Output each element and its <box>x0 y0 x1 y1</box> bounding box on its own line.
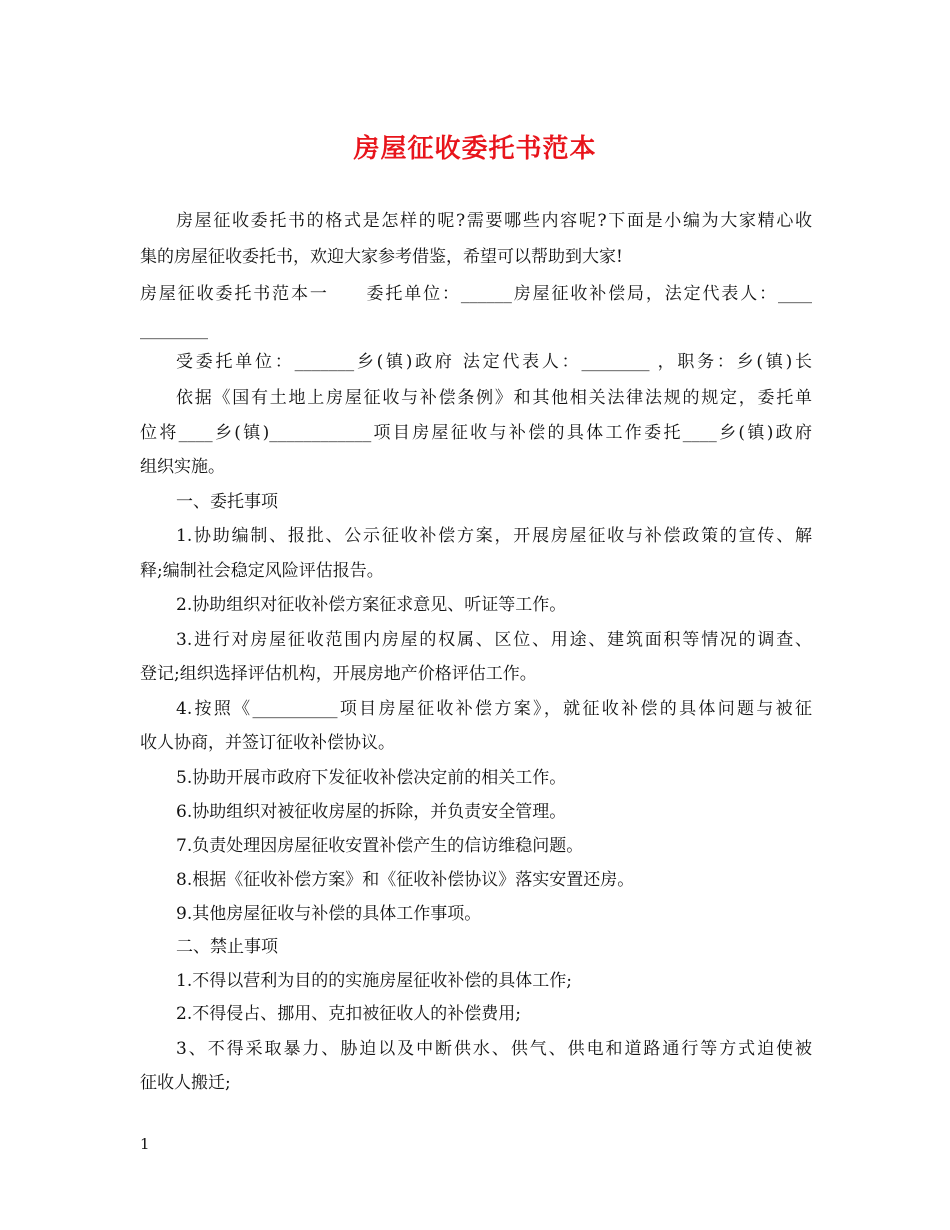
item-2: 2.协助组织对征收补偿方案征求意见、听证等工作。 <box>176 595 567 615</box>
item-1-line-2: 释;编制社会稳定风险评估报告。 <box>140 561 384 581</box>
item-8: 8.根据《征收补偿方案》和《征收补偿协议》落实安置还房。 <box>176 870 635 890</box>
item-9: 9.其他房屋征收与补偿的具体工作事项。 <box>176 904 482 924</box>
item-3-line-1: 3.进行对房屋征收范围内房屋的权属、区位、用途、建筑面积等情况的调查、 <box>176 630 812 650</box>
item-3-line-2: 登记;组织选择评估机构，开展房地产价格评估工作。 <box>140 664 537 684</box>
basis-line-1: 依据《国有土地上房屋征收与补偿条例》和其他相关法律法规的规定，委托单 <box>176 388 812 408</box>
item-4-line-1: 4.按照《__________项目房屋征收补偿方案》，就征收补偿的具体问题与被征 <box>176 699 812 719</box>
prohibited-item-3-line-1: 3、不得采取暴力、胁迫以及中断供水、供气、供电和道路通行等方式迫使被 <box>176 1039 812 1059</box>
prohibited-item-2: 2.不得侵占、挪用、克扣被征收人的补偿费用; <box>176 1004 521 1024</box>
principal-line-cont: ________ <box>140 320 208 340</box>
section-heading-prohibited: 二、禁止事项 <box>176 937 278 957</box>
agent-line: 受委托单位：_______乡(镇)政府 法定代表人：________ ，职务：乡(镇)长 <box>176 352 812 372</box>
intro-line-2: 集的房屋征收委托书，欢迎大家参考借鉴，希望可以帮助到大家! <box>140 247 623 267</box>
item-6: 6.协助组织对被征收房屋的拆除，并负责安全管理。 <box>176 802 567 822</box>
basis-line-3: 组织实施。 <box>140 457 225 477</box>
item-5: 5.协助开展市政府下发征收补偿决定前的相关工作。 <box>176 768 567 788</box>
document-title: 房屋征收委托书范本 <box>353 134 597 164</box>
prohibited-item-3-line-2: 征收人搬迁; <box>140 1073 231 1093</box>
section-heading-entrusted: 一、委托事项 <box>176 492 278 512</box>
item-7: 7.负责处理因房屋征收安置补偿产生的信访维稳问题。 <box>176 836 584 856</box>
prohibited-item-1: 1.不得以营利为目的的实施房屋征收补偿的具体工作; <box>176 971 572 991</box>
item-1-line-1: 1.协助编制、报批、公示征收补偿方案，开展房屋征收与补偿政策的宣传、解 <box>176 526 812 546</box>
principal-line: 房屋征收委托书范本一 委托单位：______房屋征收补偿局，法定代表人：____ <box>140 284 812 304</box>
item-4-line-2: 收人协商，并签订征收补偿协议。 <box>140 733 395 753</box>
page-number: 1 <box>140 1135 150 1153</box>
basis-line-2: 位将____乡(镇)____________项目房屋征收与补偿的具体工作委托____乡(镇)政府 <box>140 423 812 443</box>
intro-line-1: 房屋征收委托书的格式是怎样的呢?需要哪些内容呢?下面是小编为大家精心收 <box>176 211 812 231</box>
